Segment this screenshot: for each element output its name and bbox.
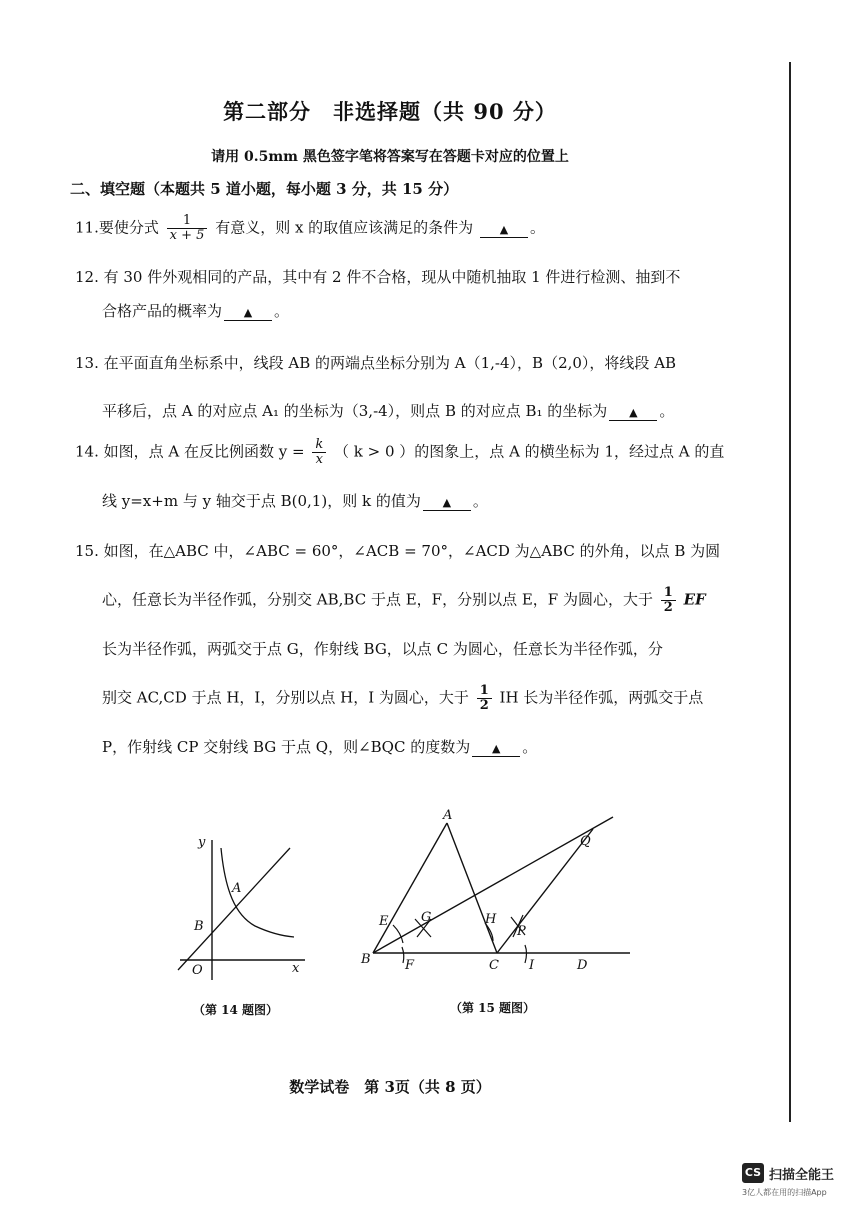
q14-fraction-denominator: x [315,452,323,467]
q11-fraction-numerator: 1 [167,214,208,229]
fig15-label-q: Q [580,834,591,849]
fig14-line [178,848,290,970]
q15-half-denominator-1: 2 [663,600,673,615]
figure-14-caption: （第 14 题图） [193,1003,279,1017]
q15-half-fraction-1 [661,586,676,615]
question-15-line-1: 15. 如图，在△ABC 中，∠ABC = 60°，∠ACB = 70°，∠ACD 为△ABC 的外角，以点 B 为圆 [75,542,721,560]
fig15-label-e: E [379,914,389,929]
fig15-label-i: I [529,958,535,973]
figure-14-graph [170,820,310,985]
q11-prefix: 11.要使分式 [75,218,159,237]
fig15-label-f: F [405,958,415,973]
question-14-line-1 [75,438,735,467]
q14-fraction [312,438,326,467]
fig15-label-b: B [361,952,371,967]
fill-blank-heading: 二、填空题（本题共 5 道小题，每小题 3 分，共 15 分） [70,180,459,198]
figure-15-caption: （第 15 题图） [450,1001,536,1015]
q15-line2-text: 心，任意长为半径作弧，分别交 AB,BC 于点 E，F，分别以点 E，F 为圆心，大于 [102,590,653,609]
fig15-label-g: G [421,910,432,925]
q15-ef-label: EF [683,590,706,609]
q13-text: 平移后，点 A 的对应点 A₁ 的坐标为（3,-4），则点 B 的对应点 B₁ 的坐标为 [102,402,608,420]
q13-end: 。 [659,402,675,420]
q14-fraction-numerator: k [312,438,326,453]
answer-instruction: 请用 0.5mm 黑色签字笔将答案写在答题卡对应的位置上 [211,149,569,165]
q12-answer-blank: ▲ [224,306,272,321]
question-12-line-1: 12. 有 30 件外观相同的产品，其中有 2 件不合格，现从中随机抽取 1 件进行检测、抽到不 [75,268,681,286]
q14-end: 。 [472,492,488,510]
scanner-tagline: 3亿人都在用的扫描App [742,1188,827,1197]
q14-text-b: （ k > 0 ）的图象上，点 A 的横坐标为 1，经过点 A 的直 [334,442,725,461]
q11-fraction-denominator: x + 5 [169,228,205,243]
q15-line4-text: 别交 AC,CD 于点 H，I，分别以点 H，I 为圆心，大于 [102,688,469,707]
question-12-line-2 [102,300,762,322]
q12-end: 。 [274,302,290,320]
q11-fraction [167,214,208,243]
scanner-app-name: 扫描全能王 [769,1168,835,1183]
section-title: 第二部分 非选择题（共 90 分） [223,99,557,124]
fig14-point-b-label: B [194,919,204,934]
fig15-ray-bg [373,817,613,953]
q15-half-denominator-2: 2 [479,698,489,713]
fig14-y-label: y [198,835,206,850]
q13-answer-blank: ▲ [609,406,657,421]
fig15-side-ab [373,823,447,953]
fig15-side-ac [447,823,497,953]
question-15-line-3: 长为半径作弧，两弧交于点 G，作射线 BG，以点 C 为圆心，任意长为半径作弧，分 [102,640,663,658]
fig15-label-c: C [489,958,499,973]
question-15-line-5 [102,736,762,758]
q15-half-numerator-2: 1 [477,684,492,699]
q11-suffix: 有意义，则 x 的取值应该满足的条件为 [215,218,474,237]
q15-half-numerator-1: 1 [661,586,676,601]
q14-text-a: 14. 如图，点 A 在反比例函数 y = [75,442,305,461]
figure-15-diagram [355,805,640,980]
q11-answer-blank: ▲ [480,223,528,238]
question-15-line-4 [102,684,762,713]
fig15-arc-i [525,945,527,963]
q15-end: 。 [522,738,538,756]
q12-text: 合格产品的概率为 [102,302,223,320]
q11-end: 。 [529,218,545,237]
fig14-point-a-label: A [232,881,242,896]
q15-line4-tail: IH 长为半径作弧，两弧交于点 [499,688,704,707]
question-13-line-1: 13. 在平面直角坐标系中，线段 AB 的两端点坐标分别为 A（1,-4），B（2,0），将线段 AB [75,354,677,372]
fig15-ray-cp [497,829,593,953]
q15-answer-blank: ▲ [472,742,520,757]
scanner-logo-icon: CS [742,1163,764,1183]
question-11 [75,214,735,243]
fig15-label-d: D [577,958,588,973]
fig15-arc-f [402,947,404,963]
page-footer: 数学试卷 第 3页（共 8 页） [289,1078,491,1096]
q15-line5-text: P，作射线 CP 交射线 BG 于点 Q，则∠BQC 的度数为 [102,738,471,756]
question-13-line-2 [102,400,762,422]
q14-text: 线 y=x+m 与 y 轴交于点 B(0,1)，则 k 的值为 [102,492,421,510]
fig15-label-p: P [517,924,526,939]
question-15-line-2 [102,586,762,615]
fig15-label-a: A [443,808,453,823]
q14-answer-blank: ▲ [423,496,471,511]
fig14-origin-label: O [192,963,203,978]
q15-half-fraction-2 [477,684,492,713]
fig14-x-label: x [292,961,300,976]
fig15-label-h: H [485,912,497,927]
scanner-watermark [742,1163,852,1203]
question-14-line-2 [102,490,762,512]
page-margin-rule [789,62,791,1122]
